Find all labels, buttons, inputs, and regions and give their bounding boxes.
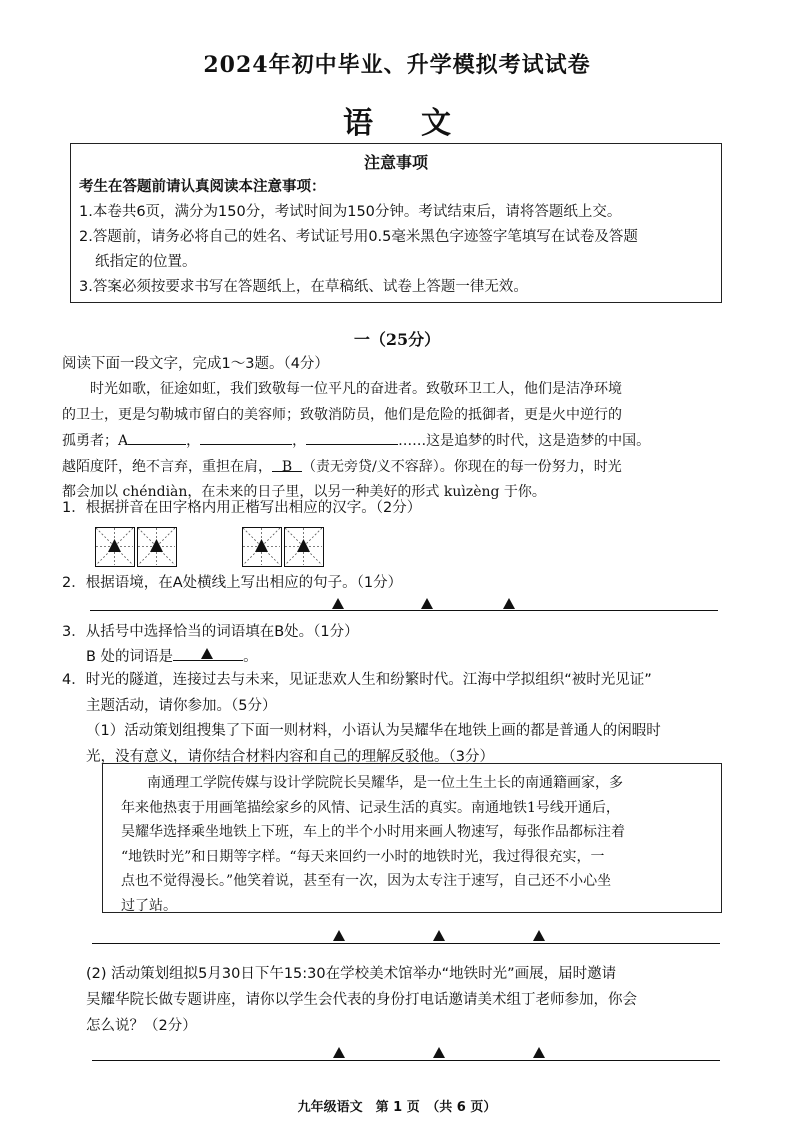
- tianzige-cell[interactable]: [95, 527, 135, 567]
- q3-answer-blank[interactable]: [173, 644, 243, 661]
- answer-marker: [433, 1047, 445, 1058]
- blank-a[interactable]: [128, 428, 186, 445]
- passage-text: （责无旁贷/义不容辞）。你现在的每一份努力，时光: [302, 458, 622, 475]
- notice-item: 3.答案必须按要求书写在答题纸上，在草稿纸、试卷上答题一律无效。: [79, 279, 528, 295]
- answer-marker: [332, 598, 344, 609]
- material-line: 过了站。: [121, 897, 177, 914]
- notice-item: 纸指定的位置。: [95, 254, 197, 270]
- notice-item: 1.本卷共6页，满分为150分，考试时间为150分钟。考试结束后，请将答题纸上交。: [79, 204, 622, 220]
- notice-box: [70, 143, 722, 303]
- question-3-answer: [86, 644, 258, 671]
- blank-b[interactable]: B: [272, 455, 302, 472]
- grid-guides: [243, 528, 280, 565]
- answer-marker: [201, 648, 213, 659]
- q4-1-line: （1）活动策划组搜集了下面一则材料，小语认为吴耀华在地铁上画的都是普通人的闲暇时: [86, 723, 661, 739]
- q4-1-line: 光，没有意义，请你结合材料内容和自己的理解反驳他。（3分）: [86, 748, 494, 765]
- passage-text: ……这是追梦的时代，这是造梦的中国。: [398, 433, 651, 449]
- page-footer: 九年级语文 第 1 页 （共 6 页）: [297, 1100, 497, 1115]
- reading-passage: [62, 377, 650, 506]
- q3-answer-end: 。: [243, 649, 258, 665]
- notice-list: [71, 173, 721, 300]
- answer-marker: [333, 1047, 345, 1058]
- question-4-2: [86, 961, 637, 1039]
- answer-marker: [533, 1047, 545, 1058]
- material-line: 点也不觉得漫长。”他笑着说，甚至有一次，因为太专注于速写，自己还不小心坐: [121, 873, 612, 889]
- question-2: 2．根据语境，在A处横线上写出相应的句子。（1分）: [62, 575, 403, 591]
- tianzige-group-1[interactable]: [95, 527, 177, 567]
- material-line: 年来他热衷于用画笔描绘家乡的风情、记录生活的真实。南通地铁1号线开通后，: [121, 799, 620, 816]
- tianzige-cell[interactable]: [137, 527, 177, 567]
- material-box: [102, 763, 722, 913]
- section-heading: 一（25分）: [353, 330, 441, 349]
- passage-line: [62, 455, 650, 481]
- passage-text: ，: [186, 433, 201, 449]
- tianzige-cell[interactable]: [242, 527, 282, 567]
- answer-marker: [503, 598, 515, 609]
- passage-text: ，: [292, 433, 307, 449]
- subject-title: 语文: [343, 106, 499, 141]
- answer-line-q4-2[interactable]: [92, 1060, 720, 1061]
- reading-instruction: 阅读下面一段文字，完成1～3题。（4分）: [62, 356, 329, 372]
- answer-marker: [333, 930, 345, 941]
- answer-marker: [433, 930, 445, 941]
- passage-text: 越陌度阡，绝不言弃，重担在肩，: [62, 458, 272, 475]
- answer-marker: [421, 598, 433, 609]
- notice-intro: 考生在答题前请认真阅读本注意事项：: [79, 179, 326, 195]
- passage-line: [62, 428, 650, 455]
- q3-answer-label: B 处的词语是: [86, 649, 174, 665]
- answer-marker: [533, 930, 545, 941]
- tianzige-cell[interactable]: [284, 527, 324, 567]
- question-4: [62, 668, 661, 770]
- tianzige-group-2[interactable]: [242, 527, 324, 567]
- q4-2-line: 吴耀华院长做专题讲座，请你以学生会代表的身份打电话邀请美术组丁老师参加，你会: [86, 992, 637, 1008]
- q4-line: 主题活动，请你参加。（5分）: [86, 697, 277, 714]
- passage-line: 时光如歌，征途如虹，我们致敬每一位平凡的奋进者。致敬环卫工人，他们是洁净环境: [90, 381, 622, 397]
- passage-text: 孤勇者；A: [62, 433, 129, 449]
- grid-guides: [96, 528, 133, 565]
- question-3: 3．从括号中选择恰当的词语填在B处。（1分）: [62, 624, 359, 640]
- q4-2-line: 怎么说？（2分）: [86, 1018, 197, 1034]
- answer-line-q4-1[interactable]: [92, 943, 720, 944]
- answer-line-q2[interactable]: [90, 610, 718, 611]
- q4-line: 4．时光的隧道，连接过去与未来，见证悲欢人生和纷繁时代。江海中学拟组织“被时光见证”: [62, 672, 652, 688]
- material-line: 南通理工学院传媒与设计学院院长吴耀华，是一位土生土长的南通籍画家，多: [147, 775, 623, 791]
- material-line: 吴耀华选择乘坐地铁上下班，车上的半个小时用来画人物速写，每张作品都标注着: [121, 824, 625, 840]
- q4-2-line: (2) 活动策划组拟5月30日下午15:30在学校美术馆举办“地铁时光”画展，届时邀请: [86, 966, 617, 982]
- notice-item: 2.答题前，请务必将自己的姓名、考试证号用0.5毫米黑色字迹签字笔填写在试卷及答题: [79, 229, 638, 245]
- blank-a3[interactable]: [306, 428, 398, 445]
- notice-title: 注意事项: [363, 153, 428, 172]
- exam-title: 2024年初中毕业、升学模拟考试试卷: [203, 52, 591, 78]
- passage-line: 都会加以 chéndiàn，在未来的日子里，以另一种美好的形式 kuìzèng 于你。: [62, 484, 546, 500]
- grid-guides: [285, 528, 322, 565]
- question-1: 1．根据拼音在田字格内用正楷写出相应的汉字。（2分）: [62, 500, 422, 516]
- grid-guides: [138, 528, 175, 565]
- passage-line: 的卫士，更是匀勒城市留白的美容师；致敬消防员，他们是危险的抵御者，更是火中逆行的: [62, 406, 622, 423]
- blank-a2[interactable]: [200, 428, 292, 445]
- material-line: “地铁时光”和日期等字样。“每天来回约一小时的地铁时光，我过得很充实，一: [121, 848, 605, 865]
